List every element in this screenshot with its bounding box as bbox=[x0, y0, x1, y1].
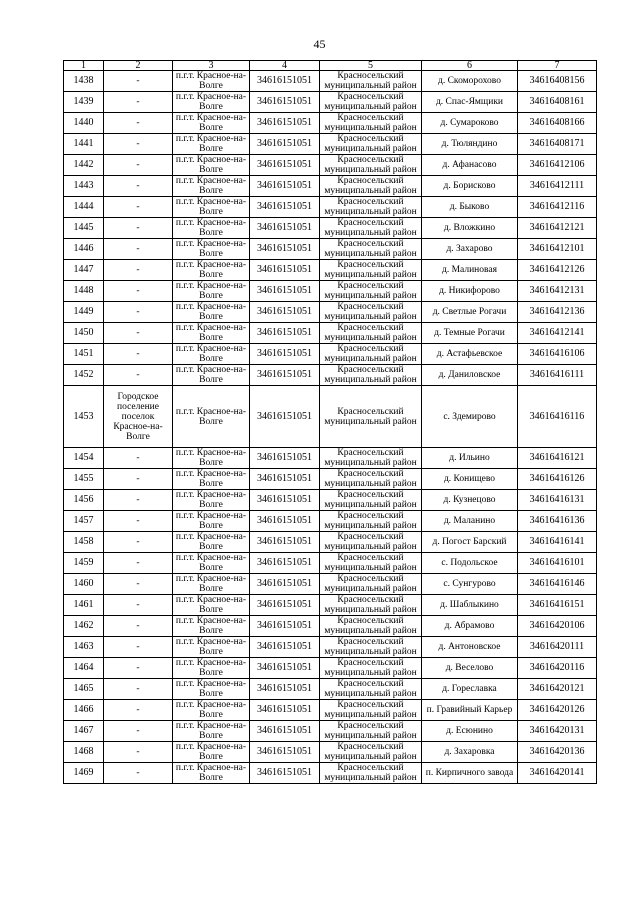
locality-code-cell: 34616412141 bbox=[518, 323, 597, 344]
settlement-cell: п.г.т. Красное-на-Волге bbox=[173, 260, 250, 281]
settlement-cell: п.г.т. Красное-на-Волге bbox=[173, 658, 250, 679]
row-number: 1439 bbox=[64, 92, 104, 113]
locality-code-cell: 34616420126 bbox=[518, 700, 597, 721]
row-number: 1446 bbox=[64, 239, 104, 260]
page-number: 45 bbox=[313, 37, 326, 51]
table-row bbox=[64, 721, 597, 742]
settlement-cell: п.г.т. Красное-на-Волге bbox=[173, 595, 250, 616]
row-number: 1455 bbox=[64, 469, 104, 490]
municipality-cell: - bbox=[104, 616, 173, 637]
row-number: 1440 bbox=[64, 113, 104, 134]
row-number: 1450 bbox=[64, 323, 104, 344]
settlement-cell: п.г.т. Красное-на-Волге bbox=[173, 155, 250, 176]
table-header-row bbox=[64, 61, 597, 71]
locality-name-cell: д. Тюляндино bbox=[422, 134, 518, 155]
table-row bbox=[64, 113, 597, 134]
locality-name-cell: с. Подольское bbox=[422, 553, 518, 574]
municipality-cell: - bbox=[104, 92, 173, 113]
municipality-cell: - bbox=[104, 197, 173, 218]
locality-code-cell: 34616412116 bbox=[518, 197, 597, 218]
table-row bbox=[64, 595, 597, 616]
settlement-cell: п.г.т. Красное-на-Волге bbox=[173, 134, 250, 155]
municipality-cell: - bbox=[104, 448, 173, 469]
locality-code-cell: 34616408161 bbox=[518, 92, 597, 113]
column-header: 4 bbox=[250, 61, 320, 71]
row-number: 1451 bbox=[64, 344, 104, 365]
locality-code-cell: 34616416106 bbox=[518, 344, 597, 365]
district-cell: Красносельский муниципальный район bbox=[320, 616, 422, 637]
district-cell: Красносельский муниципальный район bbox=[320, 658, 422, 679]
locality-name-cell: с. Сунгурово bbox=[422, 574, 518, 595]
oktmo-code-cell: 34616151051 bbox=[250, 616, 320, 637]
column-header: 2 bbox=[104, 61, 173, 71]
table-row bbox=[64, 218, 597, 239]
locality-name-cell: д. Конищево bbox=[422, 469, 518, 490]
oktmo-code-cell: 34616151051 bbox=[250, 658, 320, 679]
locality-code-cell: 34616420136 bbox=[518, 742, 597, 763]
municipality-cell: - bbox=[104, 532, 173, 553]
row-number: 1462 bbox=[64, 616, 104, 637]
locality-name-cell: д. Захаровка bbox=[422, 742, 518, 763]
locality-code-cell: 34616420111 bbox=[518, 637, 597, 658]
municipality-cell: - bbox=[104, 721, 173, 742]
locality-name-cell: д. Скоморохово bbox=[422, 71, 518, 92]
row-number: 1463 bbox=[64, 637, 104, 658]
locality-name-cell: д. Кузнецово bbox=[422, 490, 518, 511]
row-number: 1458 bbox=[64, 532, 104, 553]
row-number: 1454 bbox=[64, 448, 104, 469]
district-cell: Красносельский муниципальный район bbox=[320, 344, 422, 365]
row-number: 1459 bbox=[64, 553, 104, 574]
table-row bbox=[64, 365, 597, 386]
district-cell: Красносельский муниципальный район bbox=[320, 71, 422, 92]
locality-code-cell: 34616412106 bbox=[518, 155, 597, 176]
locality-code-cell: 34616420106 bbox=[518, 616, 597, 637]
district-cell: Красносельский муниципальный район bbox=[320, 155, 422, 176]
municipality-cell: - bbox=[104, 155, 173, 176]
locality-name-cell: д. Астафьевское bbox=[422, 344, 518, 365]
locality-code-cell: 34616416136 bbox=[518, 511, 597, 532]
locality-code-cell: 34616420121 bbox=[518, 679, 597, 700]
locality-name-cell: д. Шаблыкино bbox=[422, 595, 518, 616]
row-number: 1461 bbox=[64, 595, 104, 616]
oktmo-code-cell: 34616151051 bbox=[250, 302, 320, 323]
table-row bbox=[64, 260, 597, 281]
municipality-cell: - bbox=[104, 218, 173, 239]
settlement-cell: п.г.т. Красное-на-Волге bbox=[173, 637, 250, 658]
district-cell: Красносельский муниципальный район bbox=[320, 532, 422, 553]
district-cell: Красносельский муниципальный район bbox=[320, 448, 422, 469]
settlement-cell: п.г.т. Красное-на-Волге bbox=[173, 281, 250, 302]
table-row bbox=[64, 155, 597, 176]
row-number: 1467 bbox=[64, 721, 104, 742]
table-row bbox=[64, 323, 597, 344]
district-cell: Красносельский муниципальный район bbox=[320, 469, 422, 490]
table-row bbox=[64, 637, 597, 658]
table-row bbox=[64, 197, 597, 218]
municipality-cell: - bbox=[104, 637, 173, 658]
municipality-cell: - bbox=[104, 365, 173, 386]
column-header: 3 bbox=[173, 61, 250, 71]
settlement-cell: п.г.т. Красное-на-Волге bbox=[173, 176, 250, 197]
table-row bbox=[64, 511, 597, 532]
oktmo-code-cell: 34616151051 bbox=[250, 113, 320, 134]
district-cell: Красносельский муниципальный район bbox=[320, 113, 422, 134]
oktmo-code-cell: 34616151051 bbox=[250, 344, 320, 365]
locality-code-cell: 34616420131 bbox=[518, 721, 597, 742]
oktmo-code-cell: 34616151051 bbox=[250, 595, 320, 616]
locality-name-cell: д. Гореславка bbox=[422, 679, 518, 700]
locality-name-cell: д. Темные Рогачи bbox=[422, 323, 518, 344]
district-cell: Красносельский муниципальный район bbox=[320, 721, 422, 742]
locality-name-cell: д. Никифорово bbox=[422, 281, 518, 302]
table-row bbox=[64, 490, 597, 511]
row-number: 1465 bbox=[64, 679, 104, 700]
table-row bbox=[64, 448, 597, 469]
locality-code-cell: 34616408166 bbox=[518, 113, 597, 134]
district-cell: Красносельский муниципальный район bbox=[320, 490, 422, 511]
table-row bbox=[64, 553, 597, 574]
municipality-cell: - bbox=[104, 700, 173, 721]
oktmo-code-cell: 34616151051 bbox=[250, 490, 320, 511]
oktmo-code-cell: 34616151051 bbox=[250, 574, 320, 595]
district-cell: Красносельский муниципальный район bbox=[320, 176, 422, 197]
locality-code-cell: 34616408171 bbox=[518, 134, 597, 155]
table-row bbox=[64, 616, 597, 637]
locality-name-cell: д. Захарово bbox=[422, 239, 518, 260]
district-cell: Красносельский муниципальный район bbox=[320, 511, 422, 532]
oktmo-code-cell: 34616151051 bbox=[250, 260, 320, 281]
municipality-cell: - bbox=[104, 469, 173, 490]
locality-code-cell: 34616412101 bbox=[518, 239, 597, 260]
locality-code-cell: 34616416111 bbox=[518, 365, 597, 386]
locality-code-cell: 34616416121 bbox=[518, 448, 597, 469]
settlement-cell: п.г.т. Красное-на-Волге bbox=[173, 763, 250, 784]
municipality-cell: - bbox=[104, 302, 173, 323]
table-row bbox=[64, 134, 597, 155]
municipality-cell: - bbox=[104, 742, 173, 763]
oktmo-code-cell: 34616151051 bbox=[250, 679, 320, 700]
locality-name-cell: д. Ильино bbox=[422, 448, 518, 469]
district-cell: Красносельский муниципальный район bbox=[320, 595, 422, 616]
municipality-cell: - bbox=[104, 134, 173, 155]
locality-name-cell: д. Маланино bbox=[422, 511, 518, 532]
locality-name-cell: с. Здемирово bbox=[422, 386, 518, 448]
locality-code-cell: 34616412131 bbox=[518, 281, 597, 302]
oktmo-code-cell: 34616151051 bbox=[250, 218, 320, 239]
settlement-cell: п.г.т. Красное-на-Волге bbox=[173, 197, 250, 218]
locality-name-cell: д. Сумароково bbox=[422, 113, 518, 134]
row-number: 1438 bbox=[64, 71, 104, 92]
district-cell: Красносельский муниципальный район bbox=[320, 386, 422, 448]
oktmo-code-cell: 34616151051 bbox=[250, 532, 320, 553]
locality-code-cell: 34616412126 bbox=[518, 260, 597, 281]
table-row bbox=[64, 71, 597, 92]
row-number: 1457 bbox=[64, 511, 104, 532]
row-number: 1453 bbox=[64, 386, 104, 448]
locality-name-cell: д. Даниловское bbox=[422, 365, 518, 386]
locality-code-cell: 34616420141 bbox=[518, 763, 597, 784]
oktmo-code-cell: 34616151051 bbox=[250, 511, 320, 532]
locality-name-cell: д. Погост Барский bbox=[422, 532, 518, 553]
district-cell: Красносельский муниципальный район bbox=[320, 134, 422, 155]
oktmo-code-cell: 34616151051 bbox=[250, 365, 320, 386]
locality-name-cell: д. Малиновая bbox=[422, 260, 518, 281]
row-number: 1468 bbox=[64, 742, 104, 763]
oktmo-code-cell: 34616151051 bbox=[250, 742, 320, 763]
district-cell: Красносельский муниципальный район bbox=[320, 365, 422, 386]
settlement-cell: п.г.т. Красное-на-Волге bbox=[173, 616, 250, 637]
settlement-cell: п.г.т. Красное-на-Волге bbox=[173, 239, 250, 260]
row-number: 1449 bbox=[64, 302, 104, 323]
district-cell: Красносельский муниципальный район bbox=[320, 637, 422, 658]
oktmo-code-cell: 34616151051 bbox=[250, 700, 320, 721]
district-cell: Красносельский муниципальный район bbox=[320, 679, 422, 700]
municipality-cell: - bbox=[104, 71, 173, 92]
municipality-cell: - bbox=[104, 595, 173, 616]
locality-code-cell: 34616416101 bbox=[518, 553, 597, 574]
row-number: 1441 bbox=[64, 134, 104, 155]
oktmo-code-cell: 34616151051 bbox=[250, 92, 320, 113]
locality-code-cell: 34616412111 bbox=[518, 176, 597, 197]
row-number: 1456 bbox=[64, 490, 104, 511]
row-number: 1444 bbox=[64, 197, 104, 218]
municipality-cell: - bbox=[104, 763, 173, 784]
district-cell: Красносельский муниципальный район bbox=[320, 92, 422, 113]
locality-name-cell: д. Абрамово bbox=[422, 616, 518, 637]
municipality-cell: - bbox=[104, 344, 173, 365]
locality-name-cell: д. Борисково bbox=[422, 176, 518, 197]
locality-name-cell: д. Есюнино bbox=[422, 721, 518, 742]
row-number: 1443 bbox=[64, 176, 104, 197]
settlement-cell: п.г.т. Красное-на-Волге bbox=[173, 218, 250, 239]
oktmo-code-cell: 34616151051 bbox=[250, 176, 320, 197]
oktmo-code-cell: 34616151051 bbox=[250, 386, 320, 448]
municipality-cell: - bbox=[104, 679, 173, 700]
settlement-cell: п.г.т. Красное-на-Волге bbox=[173, 721, 250, 742]
settlement-cell: п.г.т. Красное-на-Волге bbox=[173, 302, 250, 323]
municipality-cell: - bbox=[104, 511, 173, 532]
locality-code-cell: 34616408156 bbox=[518, 71, 597, 92]
municipality-cell: - bbox=[104, 260, 173, 281]
settlement-cell: п.г.т. Красное-на-Волге bbox=[173, 532, 250, 553]
settlement-cell: п.г.т. Красное-на-Волге bbox=[173, 323, 250, 344]
settlement-cell: п.г.т. Красное-на-Волге bbox=[173, 448, 250, 469]
locality-code-cell: 34616420116 bbox=[518, 658, 597, 679]
table-row bbox=[64, 700, 597, 721]
municipality-cell: - bbox=[104, 553, 173, 574]
column-header: 1 bbox=[64, 61, 104, 71]
locality-name-cell: д. Афанасово bbox=[422, 155, 518, 176]
district-cell: Красносельский муниципальный район bbox=[320, 763, 422, 784]
locality-name-cell: п. Гравийный Карьер bbox=[422, 700, 518, 721]
locality-code-cell: 34616416141 bbox=[518, 532, 597, 553]
locality-name-cell: д. Спас-Ямщики bbox=[422, 92, 518, 113]
column-header: 7 bbox=[518, 61, 597, 71]
row-number: 1445 bbox=[64, 218, 104, 239]
district-cell: Красносельский муниципальный район bbox=[320, 700, 422, 721]
oktmo-code-cell: 34616151051 bbox=[250, 553, 320, 574]
oktmo-code-cell: 34616151051 bbox=[250, 763, 320, 784]
table-row bbox=[64, 469, 597, 490]
row-number: 1469 bbox=[64, 763, 104, 784]
oktmo-code-cell: 34616151051 bbox=[250, 469, 320, 490]
oktmo-code-cell: 34616151051 bbox=[250, 721, 320, 742]
district-cell: Красносельский муниципальный район bbox=[320, 260, 422, 281]
table-row bbox=[64, 302, 597, 323]
oktmo-code-cell: 34616151051 bbox=[250, 239, 320, 260]
settlements-table bbox=[63, 60, 597, 784]
table-row bbox=[64, 658, 597, 679]
settlement-cell: п.г.т. Красное-на-Волге bbox=[173, 386, 250, 448]
oktmo-code-cell: 34616151051 bbox=[250, 448, 320, 469]
municipality-cell: - bbox=[104, 323, 173, 344]
district-cell: Красносельский муниципальный район bbox=[320, 742, 422, 763]
table-row bbox=[64, 763, 597, 784]
locality-code-cell: 34616416126 bbox=[518, 469, 597, 490]
municipality-cell: Городское поселение поселок Красное-на-Волге bbox=[104, 386, 173, 448]
locality-name-cell: д. Вложкино bbox=[422, 218, 518, 239]
settlement-cell: п.г.т. Красное-на-Волге bbox=[173, 469, 250, 490]
district-cell: Красносельский муниципальный район bbox=[320, 197, 422, 218]
locality-code-cell: 34616416131 bbox=[518, 490, 597, 511]
locality-name-cell: д. Веселово bbox=[422, 658, 518, 679]
row-number: 1447 bbox=[64, 260, 104, 281]
locality-name-cell: д. Быково bbox=[422, 197, 518, 218]
table-row bbox=[64, 281, 597, 302]
settlement-cell: п.г.т. Красное-на-Волге bbox=[173, 92, 250, 113]
table-row bbox=[64, 239, 597, 260]
oktmo-code-cell: 34616151051 bbox=[250, 134, 320, 155]
district-cell: Красносельский муниципальный район bbox=[320, 323, 422, 344]
settlement-cell: п.г.т. Красное-на-Волге bbox=[173, 113, 250, 134]
settlement-cell: п.г.т. Красное-на-Волге bbox=[173, 490, 250, 511]
locality-code-cell: 34616416116 bbox=[518, 386, 597, 448]
district-cell: Красносельский муниципальный район bbox=[320, 574, 422, 595]
column-header: 5 bbox=[320, 61, 422, 71]
table-row bbox=[64, 574, 597, 595]
settlement-cell: п.г.т. Красное-на-Волге bbox=[173, 553, 250, 574]
row-number: 1464 bbox=[64, 658, 104, 679]
table-row bbox=[64, 344, 597, 365]
locality-code-cell: 34616416151 bbox=[518, 595, 597, 616]
oktmo-code-cell: 34616151051 bbox=[250, 281, 320, 302]
row-number: 1448 bbox=[64, 281, 104, 302]
table-row bbox=[64, 92, 597, 113]
locality-code-cell: 34616416146 bbox=[518, 574, 597, 595]
oktmo-code-cell: 34616151051 bbox=[250, 155, 320, 176]
municipality-cell: - bbox=[104, 490, 173, 511]
settlement-cell: п.г.т. Красное-на-Волге bbox=[173, 511, 250, 532]
municipality-cell: - bbox=[104, 176, 173, 197]
row-number: 1442 bbox=[64, 155, 104, 176]
row-number: 1452 bbox=[64, 365, 104, 386]
settlement-cell: п.г.т. Красное-на-Волге bbox=[173, 742, 250, 763]
locality-name-cell: п. Кирпичного завода bbox=[422, 763, 518, 784]
table-row bbox=[64, 386, 597, 448]
settlement-cell: п.г.т. Красное-на-Волге bbox=[173, 344, 250, 365]
settlement-cell: п.г.т. Красное-на-Волге bbox=[173, 574, 250, 595]
district-cell: Красносельский муниципальный район bbox=[320, 553, 422, 574]
settlement-cell: п.г.т. Красное-на-Волге bbox=[173, 71, 250, 92]
municipality-cell: - bbox=[104, 658, 173, 679]
oktmo-code-cell: 34616151051 bbox=[250, 197, 320, 218]
row-number: 1460 bbox=[64, 574, 104, 595]
settlement-cell: п.г.т. Красное-на-Волге bbox=[173, 679, 250, 700]
settlement-cell: п.г.т. Красное-на-Волге bbox=[173, 365, 250, 386]
row-number: 1466 bbox=[64, 700, 104, 721]
municipality-cell: - bbox=[104, 239, 173, 260]
district-cell: Красносельский муниципальный район bbox=[320, 302, 422, 323]
oktmo-code-cell: 34616151051 bbox=[250, 323, 320, 344]
table-row bbox=[64, 532, 597, 553]
municipality-cell: - bbox=[104, 113, 173, 134]
district-cell: Красносельский муниципальный район bbox=[320, 281, 422, 302]
locality-code-cell: 34616412136 bbox=[518, 302, 597, 323]
oktmo-code-cell: 34616151051 bbox=[250, 71, 320, 92]
table-row bbox=[64, 679, 597, 700]
table-row bbox=[64, 176, 597, 197]
municipality-cell: - bbox=[104, 281, 173, 302]
column-header: 6 bbox=[422, 61, 518, 71]
settlement-cell: п.г.т. Красное-на-Волге bbox=[173, 700, 250, 721]
table-row bbox=[64, 742, 597, 763]
oktmo-code-cell: 34616151051 bbox=[250, 637, 320, 658]
locality-name-cell: д. Светлые Рогачи bbox=[422, 302, 518, 323]
locality-code-cell: 34616412121 bbox=[518, 218, 597, 239]
district-cell: Красносельский муниципальный район bbox=[320, 218, 422, 239]
district-cell: Красносельский муниципальный район bbox=[320, 239, 422, 260]
locality-name-cell: д. Антоновское bbox=[422, 637, 518, 658]
municipality-cell: - bbox=[104, 574, 173, 595]
